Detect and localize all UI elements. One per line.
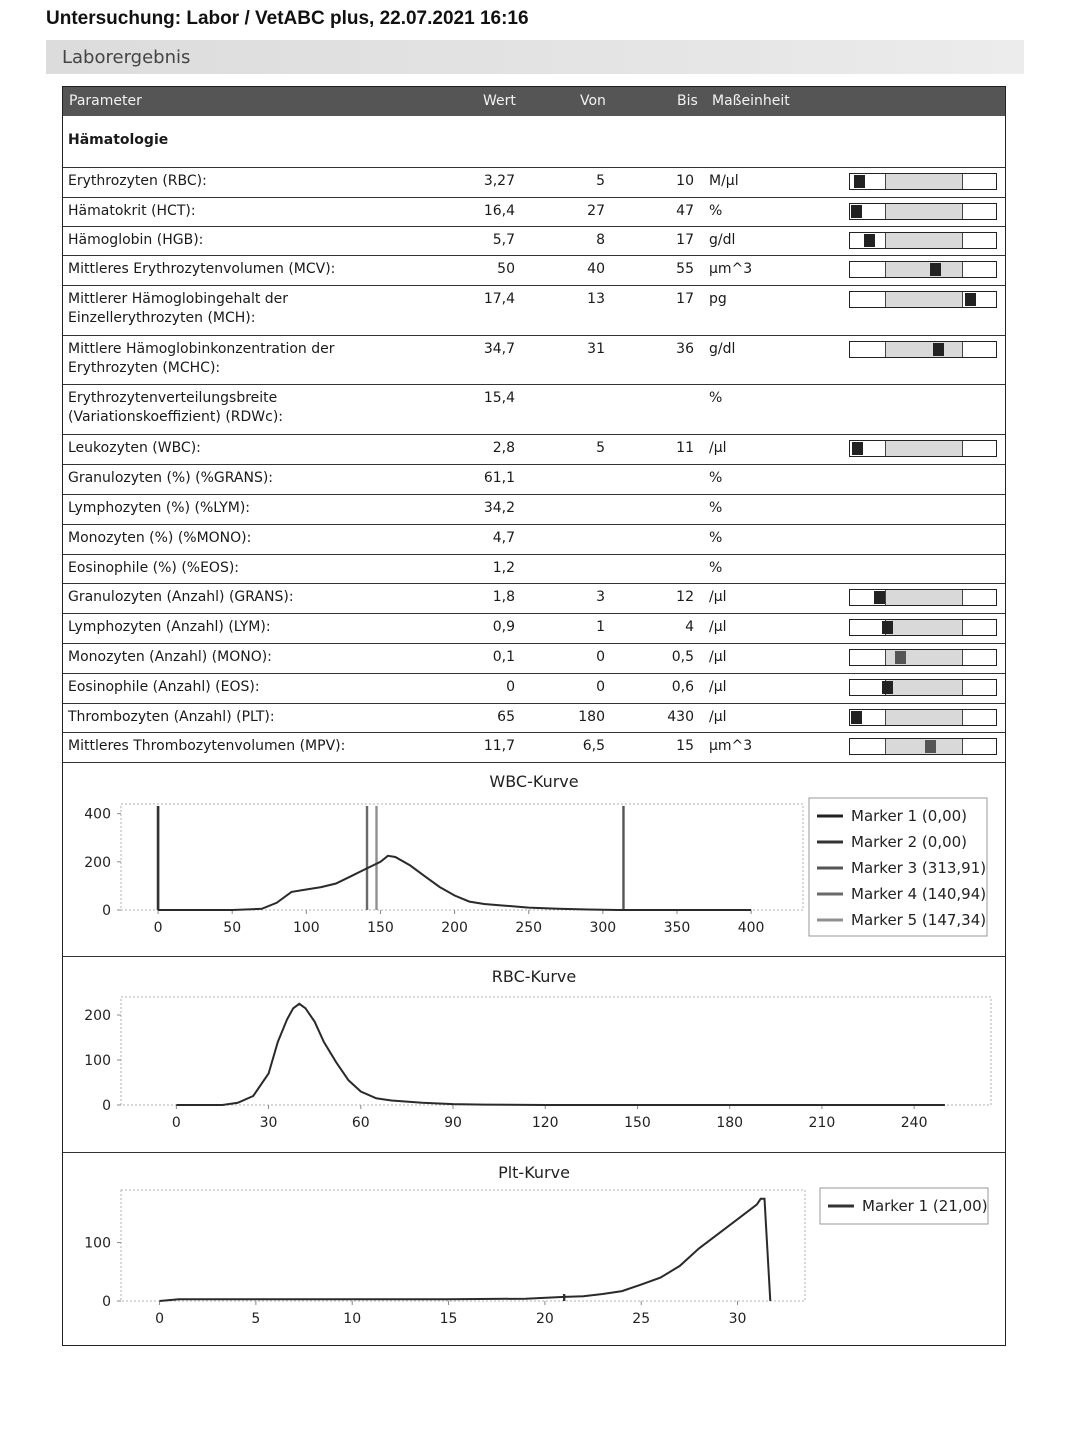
table-row <box>63 286 1005 336</box>
normal-range-band <box>885 204 963 219</box>
value-wert: 3,27 <box>483 173 515 189</box>
table-row <box>63 495 1005 525</box>
value-wert: 16,4 <box>483 203 515 219</box>
param-name: Lymphozyten (%) (%LYM): <box>68 500 251 516</box>
x-tick-label: 300 <box>589 920 617 936</box>
range-gauge <box>849 232 997 249</box>
y-tick-label: 200 <box>84 1008 111 1024</box>
value-unit: /µl <box>709 440 727 456</box>
value-von: 3 <box>596 589 605 605</box>
legend-label: Marker 1 (0,00) <box>851 807 968 825</box>
value-wert: 1,8 <box>492 589 515 605</box>
table-row <box>63 674 1005 704</box>
chart-title: Plt-Kurve <box>498 1163 570 1182</box>
value-wert: 34,7 <box>483 341 515 357</box>
legend-label: Marker 1 (21,00) <box>862 1197 988 1215</box>
normal-range-band <box>885 739 963 754</box>
param-name: Mittleres Erythrozytenvolumen (MCV): <box>68 261 336 277</box>
x-tick-label: 25 <box>632 1311 651 1327</box>
value-unit: M/µl <box>709 173 739 189</box>
value-unit: g/dl <box>709 232 736 248</box>
x-tick-label: 15 <box>439 1311 458 1327</box>
value-unit: % <box>709 203 723 219</box>
param-name: Leukozyten (WBC): <box>68 440 201 456</box>
value-bis: 430 <box>667 709 694 725</box>
value-unit: % <box>709 530 723 546</box>
header-wert: Wert <box>483 93 516 109</box>
value-wert: 4,7 <box>492 530 515 546</box>
value-unit: /µl <box>709 679 727 695</box>
range-gauge <box>849 440 997 457</box>
x-tick-label: 400 <box>737 920 765 936</box>
value-unit: g/dl <box>709 341 736 357</box>
value-wert: 1,2 <box>492 560 515 576</box>
distribution-curve <box>176 1004 945 1105</box>
value-marker <box>965 293 976 306</box>
value-von: 1 <box>596 619 605 635</box>
value-von: 6,5 <box>582 738 605 754</box>
table-row <box>63 198 1005 227</box>
value-unit: /µl <box>709 619 727 635</box>
normal-range-band <box>885 342 963 357</box>
x-tick-label: 90 <box>444 1115 462 1131</box>
param-name: Mittlere Hämoglobinkonzentration der Erythrozyten (MCHC): <box>68 341 335 376</box>
x-tick-label: 0 <box>171 1115 181 1131</box>
chart-svg <box>63 762 1004 957</box>
table-row <box>63 465 1005 495</box>
value-bis: 0,5 <box>671 649 694 665</box>
plot-frame <box>121 804 803 910</box>
x-tick-label: 5 <box>251 1311 261 1327</box>
value-marker <box>852 442 863 455</box>
header-von: Von <box>580 93 606 109</box>
normal-range-band <box>885 680 963 695</box>
legend-label: Marker 3 (313,91) <box>851 859 987 877</box>
range-gauge <box>849 173 997 190</box>
y-tick-label: 0 <box>102 1098 111 1114</box>
value-wert: 15,4 <box>483 390 515 406</box>
chart-svg <box>63 957 1004 1153</box>
value-von: 0 <box>596 649 605 665</box>
value-wert: 0,9 <box>492 619 515 635</box>
y-tick-label: 200 <box>84 854 111 871</box>
value-bis: 55 <box>676 261 694 277</box>
value-marker <box>874 591 885 604</box>
y-tick-label: 0 <box>102 903 111 919</box>
range-gauge <box>849 291 997 308</box>
value-marker <box>854 175 865 188</box>
distribution-curve <box>158 856 751 910</box>
legend-label: Marker 4 (140,94) <box>851 885 987 903</box>
value-wert: 50 <box>497 261 515 277</box>
value-bis: 15 <box>676 738 694 754</box>
value-von: 27 <box>587 203 605 219</box>
value-bis: 36 <box>676 341 694 357</box>
value-wert: 17,4 <box>483 291 515 307</box>
table-row <box>63 385 1005 435</box>
range-gauge <box>849 619 997 636</box>
table-row <box>63 555 1005 584</box>
param-name: Mittlerer Hämoglobingehalt der Einzellerythrozyten (MCH): <box>68 291 289 326</box>
value-marker <box>930 263 941 276</box>
page-title: Untersuchung: Labor / VetABC plus, 22.07.2021 16:16 <box>46 8 529 29</box>
value-wert: 11,7 <box>483 738 515 754</box>
legend-label: Marker 2 (0,00) <box>851 833 968 851</box>
value-bis: 10 <box>676 173 694 189</box>
param-name: Hämatokrit (HCT): <box>68 203 196 219</box>
value-marker <box>925 740 936 753</box>
y-tick-label: 100 <box>84 1053 111 1069</box>
value-marker <box>864 234 875 247</box>
x-tick-label: 20 <box>535 1311 554 1327</box>
x-tick-label: 120 <box>531 1115 559 1131</box>
table-header <box>63 87 1005 116</box>
normal-range-band <box>885 590 963 605</box>
range-gauge <box>849 709 997 726</box>
param-name: Monozyten (%) (%MONO): <box>68 530 252 546</box>
value-unit: /µl <box>709 709 727 725</box>
value-bis: 12 <box>676 589 694 605</box>
table-row <box>63 336 1005 385</box>
normal-range-band <box>885 233 963 248</box>
param-name: Monozyten (Anzahl) (MONO): <box>68 649 272 665</box>
table-row <box>63 168 1005 198</box>
x-tick-label: 180 <box>716 1115 744 1131</box>
value-wert: 2,8 <box>492 440 515 456</box>
param-name: Granulozyten (%) (%GRANS): <box>68 470 274 486</box>
x-tick-label: 60 <box>351 1115 370 1131</box>
normal-range-band <box>885 441 963 456</box>
table-row <box>63 256 1005 286</box>
chart-title: WBC-Kurve <box>489 772 579 791</box>
value-wert: 0,1 <box>492 649 515 665</box>
normal-range-band <box>885 710 963 725</box>
param-name: Erythrozyten (RBC): <box>68 173 207 189</box>
value-marker <box>851 205 862 218</box>
x-tick-label: 50 <box>223 920 242 936</box>
value-bis: 0,6 <box>671 679 694 695</box>
range-gauge <box>849 261 997 278</box>
x-tick-label: 30 <box>259 1115 278 1131</box>
table-row <box>63 525 1005 555</box>
x-tick-label: 210 <box>808 1115 836 1131</box>
value-von: 5 <box>596 440 605 456</box>
normal-range-band <box>885 262 963 277</box>
value-wert: 61,1 <box>483 470 515 486</box>
legend-label: Marker 5 (147,34) <box>851 911 987 929</box>
table-row <box>63 435 1005 465</box>
header-parameter: Parameter <box>69 93 142 109</box>
table-row <box>63 733 1005 763</box>
value-bis: 17 <box>676 291 694 307</box>
param-name: Eosinophile (%) (%EOS): <box>68 560 240 576</box>
group-title: Hämatologie <box>68 132 169 148</box>
value-bis: 17 <box>676 232 694 248</box>
param-name: Hämoglobin (HGB): <box>68 232 204 248</box>
value-unit: % <box>709 390 723 406</box>
normal-range-band <box>885 620 963 635</box>
range-gauge <box>849 203 997 220</box>
header-einheit: Maßeinheit <box>712 93 790 109</box>
value-unit: /µl <box>709 649 727 665</box>
value-unit: µm^3 <box>709 261 753 277</box>
value-marker <box>933 343 944 356</box>
y-tick-label: 400 <box>84 806 111 823</box>
chart-title: RBC-Kurve <box>491 967 577 986</box>
group-row <box>63 116 1005 168</box>
range-gauge <box>849 649 997 666</box>
value-marker <box>882 681 893 694</box>
value-von: 5 <box>596 173 605 189</box>
histogram-chart <box>63 762 1005 957</box>
value-von: 0 <box>596 679 605 695</box>
value-von: 8 <box>596 232 605 248</box>
value-unit: % <box>709 560 723 576</box>
distribution-curve <box>160 1199 771 1301</box>
lab-report <box>62 86 1006 1346</box>
value-unit: % <box>709 500 723 516</box>
table-row <box>63 704 1005 733</box>
value-von: 13 <box>587 291 605 307</box>
param-name: Eosinophile (Anzahl) (EOS): <box>68 679 260 695</box>
section-title: Laborergebnis <box>62 47 191 68</box>
x-tick-label: 150 <box>367 920 394 936</box>
histogram-chart <box>63 957 1005 1153</box>
value-unit: % <box>709 470 723 486</box>
param-name: Erythrozytenverteilungsbreite (Variationskoeffizient) (RDWc): <box>68 390 284 425</box>
value-bis: 11 <box>676 440 694 456</box>
table-row <box>63 584 1005 614</box>
param-name: Lymphozyten (Anzahl) (LYM): <box>68 619 271 635</box>
value-marker <box>882 621 893 634</box>
value-von: 40 <box>587 261 605 277</box>
x-tick-label: 30 <box>728 1311 747 1327</box>
value-wert: 65 <box>497 709 515 725</box>
value-wert: 0 <box>506 679 515 695</box>
value-von: 180 <box>578 709 605 725</box>
range-gauge <box>849 589 997 606</box>
header-bis: Bis <box>677 93 698 109</box>
histogram-chart <box>63 1153 1005 1347</box>
range-gauge <box>849 341 997 358</box>
value-von: 31 <box>587 341 605 357</box>
x-tick-label: 100 <box>292 920 320 936</box>
section-bar <box>46 40 1024 74</box>
normal-range-band <box>885 174 963 189</box>
x-tick-label: 0 <box>153 920 163 936</box>
value-marker <box>895 651 906 664</box>
param-name: Granulozyten (Anzahl) (GRANS): <box>68 589 294 605</box>
x-tick-label: 240 <box>900 1115 928 1131</box>
x-tick-label: 10 <box>343 1311 362 1327</box>
value-unit: µm^3 <box>709 738 753 754</box>
x-tick-label: 200 <box>441 920 468 936</box>
param-name: Thrombozyten (Anzahl) (PLT): <box>68 709 275 725</box>
value-unit: /µl <box>709 589 727 605</box>
value-bis: 4 <box>685 619 694 635</box>
value-wert: 5,7 <box>492 232 515 248</box>
range-gauge <box>849 738 997 755</box>
param-name: Mittleres Thrombozytenvolumen (MPV): <box>68 738 346 754</box>
y-tick-label: 0 <box>102 1294 111 1310</box>
value-marker <box>851 711 862 724</box>
range-gauge <box>849 679 997 696</box>
value-unit: pg <box>709 291 727 307</box>
x-tick-label: 250 <box>515 920 543 936</box>
value-wert: 34,2 <box>483 500 515 516</box>
plot-frame <box>121 997 991 1105</box>
table-row <box>63 614 1005 644</box>
table-row <box>63 644 1005 674</box>
normal-range-band <box>885 292 963 307</box>
x-tick-label: 0 <box>155 1311 164 1327</box>
table-row <box>63 227 1005 256</box>
x-tick-label: 350 <box>663 920 691 936</box>
x-tick-label: 150 <box>624 1115 651 1131</box>
value-bis: 47 <box>676 203 694 219</box>
chart-svg <box>63 1153 1004 1347</box>
y-tick-label: 100 <box>84 1235 111 1252</box>
